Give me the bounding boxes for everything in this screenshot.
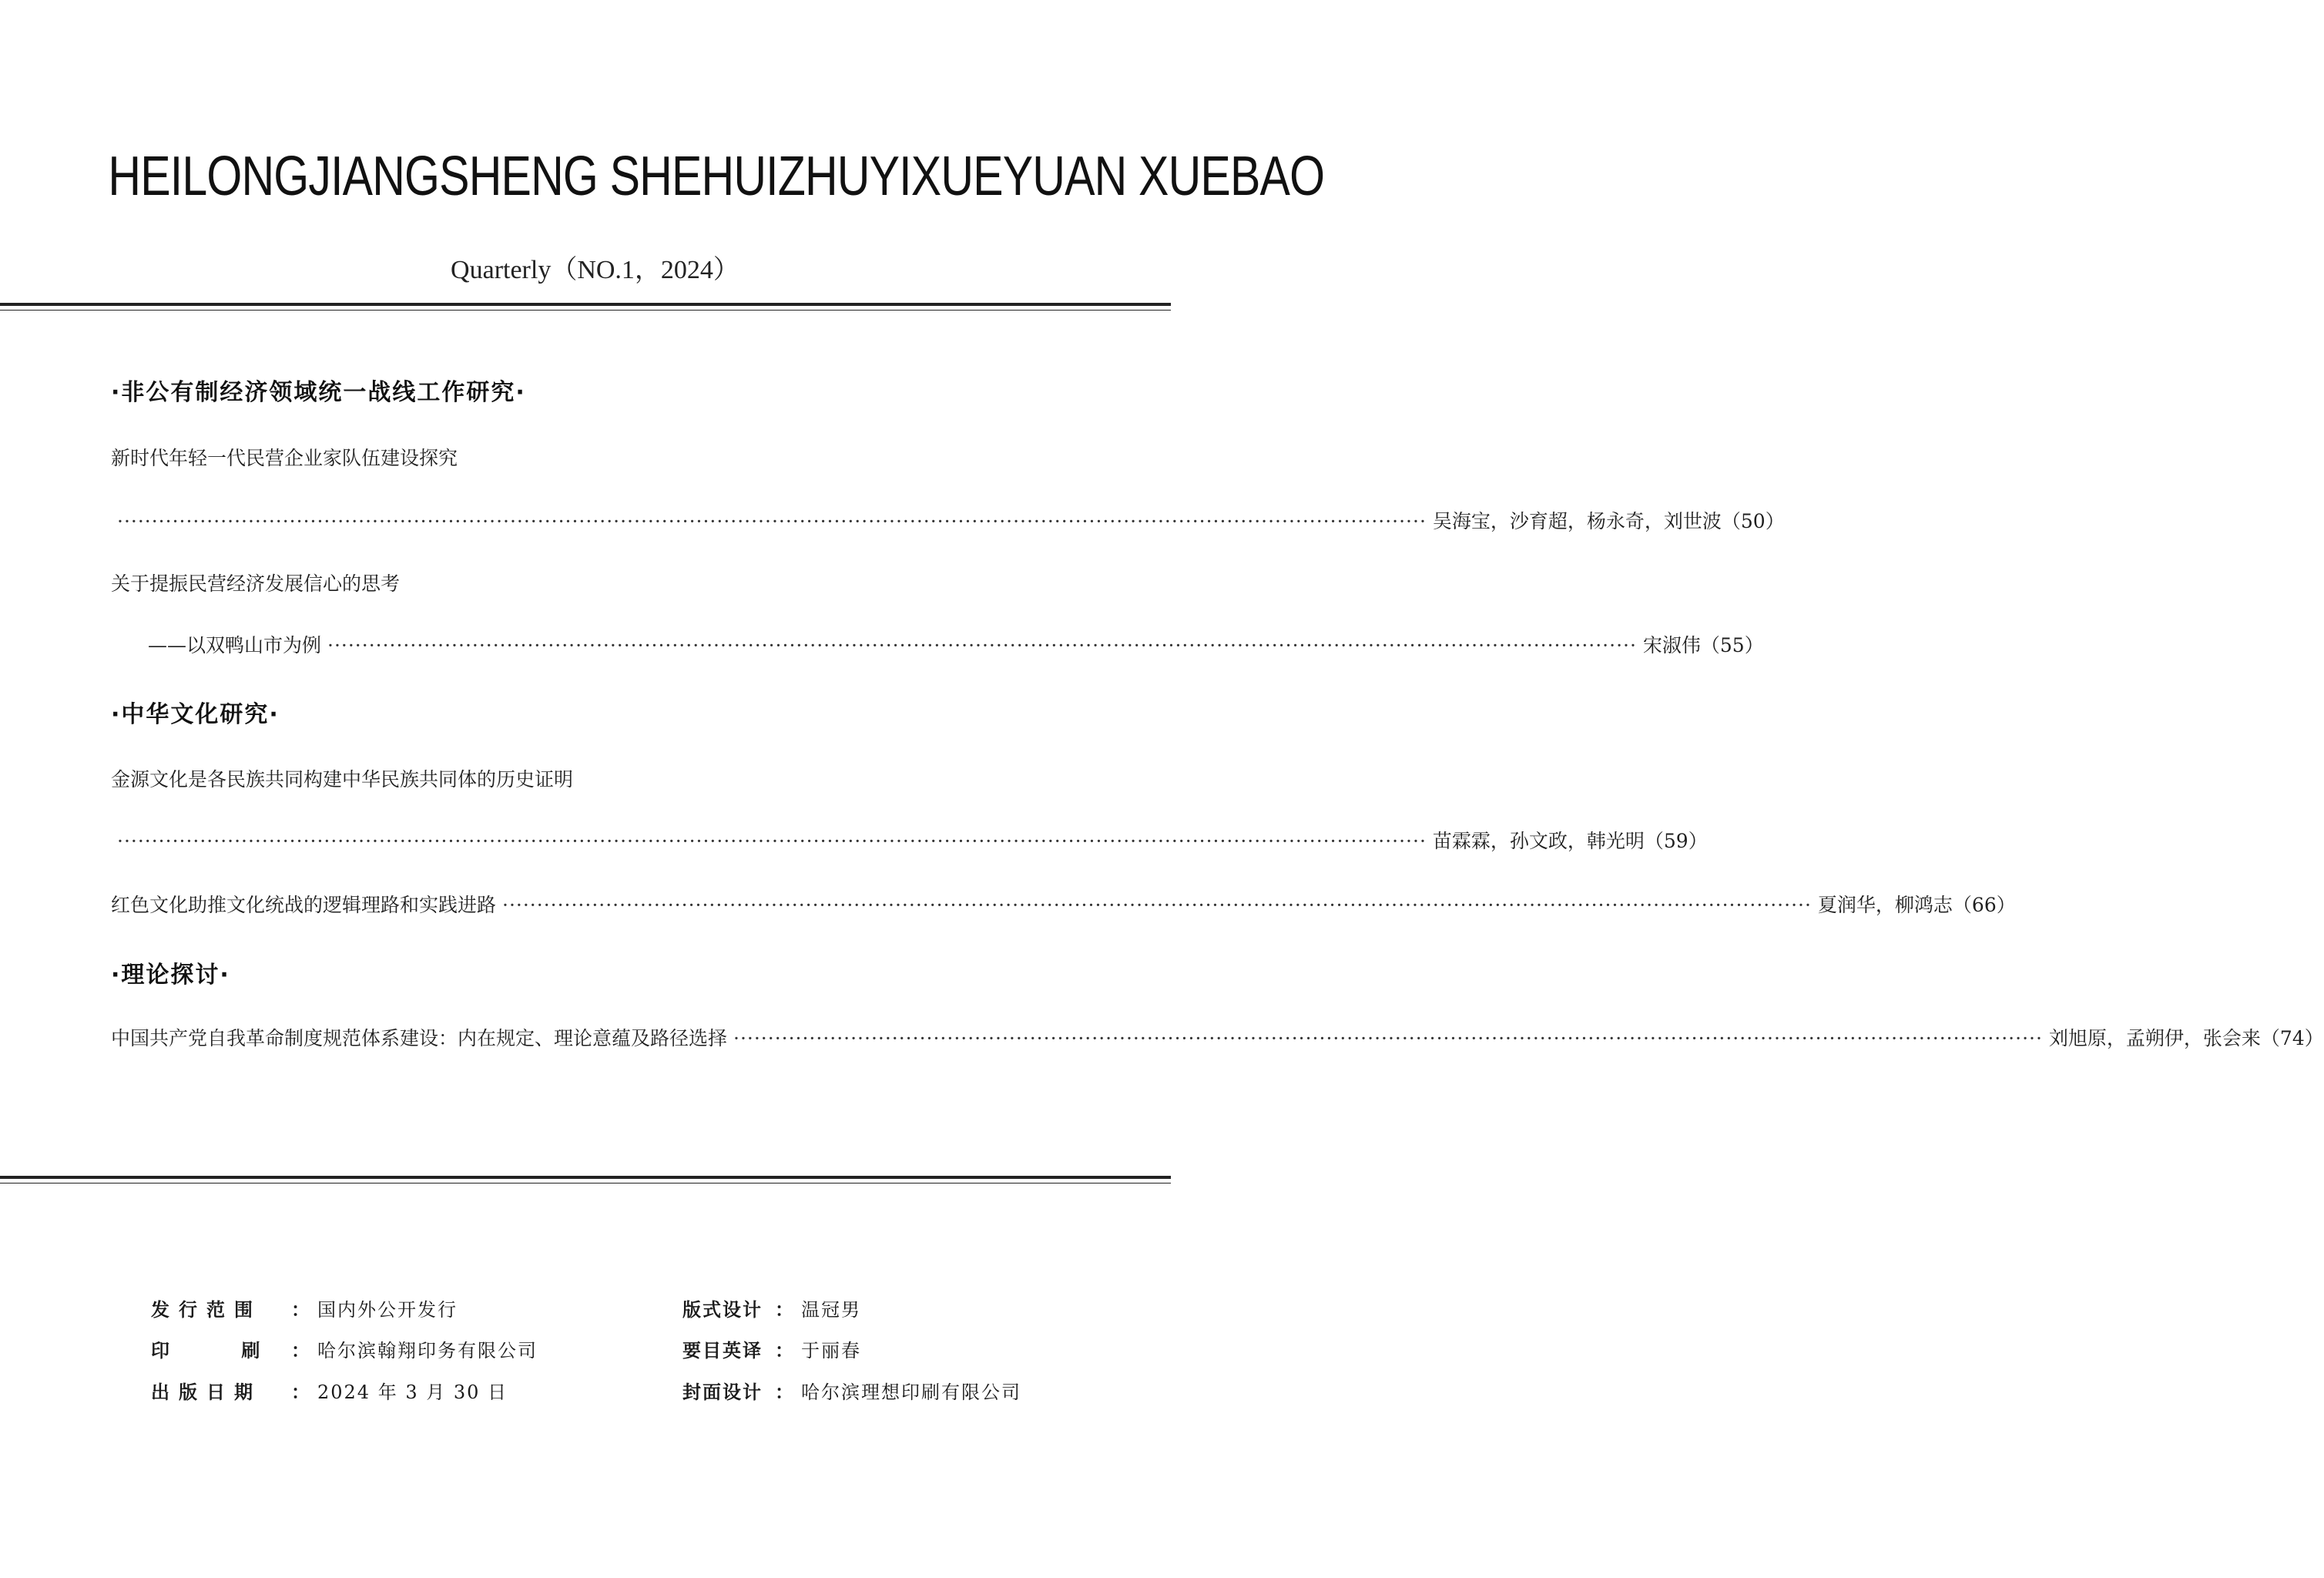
article-title: 关于提振民营经济发展信心的思考: [111, 572, 401, 595]
section-heading-private-economy: ·非公有制经济领域统一战线工作研究·: [111, 379, 526, 406]
colophon-label: 封面设计: [682, 1382, 763, 1403]
colophon-value: 哈尔滨翰翔印务有限公司: [317, 1340, 538, 1361]
article-subtitle: ——以双鸭山市为例: [148, 634, 322, 656]
article-title: 金源文化是各民族共同构建中华民族共同体的历史证明: [111, 768, 574, 791]
article-title: 红色文化助推文化统战的逻辑理路和实践进路: [111, 894, 497, 916]
article-5-line[interactable]: [111, 1023, 2324, 1051]
article-4-line[interactable]: [111, 890, 2016, 918]
dot-leader: [733, 1027, 2043, 1049]
colophon-cover-design: [682, 1377, 1021, 1404]
article-title: 中国共产党自我革命制度规范体系建设：内在规定、理论意蕴及路径选择: [111, 1027, 728, 1049]
article-3-leader: [111, 826, 1708, 854]
dot-leader: [117, 510, 1427, 532]
article-authors: 宋淑伟（55）: [1642, 634, 1764, 656]
colophon-printer: [151, 1335, 538, 1362]
top-rule-thin: [0, 310, 1171, 311]
article-title: 新时代年轻一代民营企业家队伍建设探究: [111, 447, 458, 469]
dot-leader: [502, 894, 1812, 916]
section-heading-theory: ·理论探讨·: [111, 962, 230, 989]
article-authors: 吴海宝，沙育超，杨永奇，刘世波（50）: [1432, 510, 1785, 532]
section-heading-chinese-culture: ·中华文化研究·: [111, 701, 280, 728]
article-2-title[interactable]: [111, 569, 1057, 596]
article-authors: 夏润华，柳鸿志（66）: [1817, 894, 2016, 916]
bottom-rule-thin: [0, 1183, 1171, 1184]
colophon-value: 国内外公开发行: [317, 1299, 458, 1321]
colophon-value: 温冠男: [801, 1299, 861, 1321]
colophon-colon: ：: [775, 1381, 793, 1403]
colophon-label: 出版日期: [151, 1382, 262, 1403]
dot-leader: [327, 634, 1637, 656]
colophon-colon: ：: [291, 1298, 310, 1321]
article-authors: 苗霖霖，孙文政，韩光明（59）: [1432, 830, 1708, 852]
colophon-distribution: [151, 1294, 458, 1321]
dot-leader: [117, 830, 1427, 852]
colophon-label: 发行范围: [151, 1299, 262, 1321]
journal-title: HEILONGJIANGSHENG SHEHUIZHUYIXUEYUAN XUEBAO: [108, 146, 1325, 207]
bottom-rule-thick: [0, 1176, 1171, 1179]
article-1-leader: [111, 506, 1785, 534]
colophon-colon: ：: [775, 1339, 793, 1361]
colophon-colon: ：: [291, 1339, 310, 1361]
article-authors: 刘旭原，孟朔伊，张会来（74）: [2048, 1027, 2324, 1049]
colophon-colon: ：: [291, 1381, 310, 1403]
issue-info: Quarterly（NO.1，2024）: [451, 256, 739, 284]
colophon-colon: ：: [775, 1298, 793, 1321]
colophon-layout-design: [682, 1294, 861, 1321]
colophon-value: 哈尔滨理想印刷有限公司: [801, 1382, 1021, 1403]
colophon-value: 于丽春: [801, 1340, 861, 1361]
article-2-subtitle-line: [148, 630, 1764, 658]
colophon-translation: [682, 1335, 861, 1362]
article-3-title[interactable]: [111, 764, 1057, 792]
article-1-title[interactable]: [111, 443, 1057, 471]
top-rule-thick: [0, 303, 1171, 306]
colophon-label: 印 刷: [151, 1340, 270, 1361]
colophon-publish-date: [151, 1377, 508, 1404]
colophon-value: 2024 年 3 月 30 日: [317, 1382, 508, 1403]
colophon-label: 版式设计: [682, 1299, 763, 1321]
colophon-label: 要目英译: [682, 1340, 763, 1361]
